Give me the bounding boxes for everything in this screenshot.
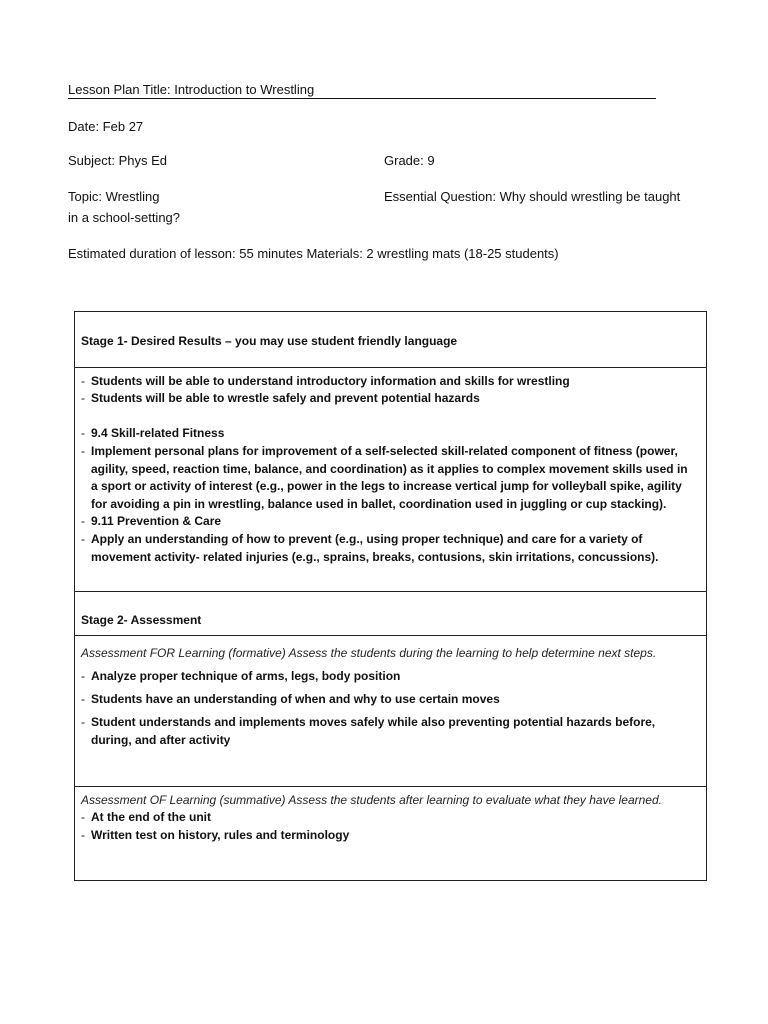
divider — [75, 635, 706, 636]
list-item: - Written test on history, rules and terminology — [81, 828, 350, 842]
list-item: - Students will be able to wrestle safely and prevent potential hazards — [81, 391, 480, 405]
lesson-subject: Subject: Phys Ed — [68, 153, 167, 168]
formative-intro: Assessment FOR Learning (formative) Assess the students during the learning to help determine next steps. — [81, 646, 657, 660]
lesson-date: Date: Feb 27 — [68, 119, 144, 134]
list-item: - 9.11 Prevention & Care — [81, 514, 222, 528]
lesson-topic: Topic: Wrestling — [68, 189, 160, 204]
summative-intro: Assessment OF Learning (summative) Assess the students after learning to evaluate what they have learned. — [81, 793, 662, 807]
essential-question: Essential Question: Why should wrestling be taught — [384, 189, 681, 204]
lesson-plan-table — [74, 311, 707, 881]
list-item: - Apply an understanding of how to prevent (e.g., using proper technique) and care for a variety of movement activity- related injuries (e.g., sprains, breaks, contusions, skin irritations, concussions). — [81, 532, 659, 564]
list-item: - Student understands and implements moves safely while also preventing potential hazards before, during, and after activity — [81, 715, 656, 747]
list-item: - Implement personal plans for improvement of a self-selected skill-related component of fitness (power, agility, speed, reaction time, balance, and coordination) as it applies to complex movement skills used in a sport or activity of interest (e.g., power in the legs to increase vertical jump for volleyball spike, agility for avoiding a pin in wrestling, balance used in ballet, coordination used in juggling or cup stacking). — [81, 444, 688, 511]
list-item: - 9.4 Skill-related Fitness — [81, 426, 225, 440]
list-item: - At the end of the unit — [81, 810, 211, 824]
essential-question-continued: in a school-setting? — [68, 210, 181, 225]
lesson-plan-title: Lesson Plan Title: Introduction to Wrestling — [68, 82, 656, 99]
divider — [75, 367, 706, 368]
lesson-grade: Grade: 9 — [384, 153, 435, 168]
divider — [75, 786, 706, 787]
divider — [75, 591, 706, 592]
stage1-heading: Stage 1- Desired Results – you may use student friendly language — [81, 334, 458, 348]
list-item: - Analyze proper technique of arms, legs, body position — [81, 669, 401, 683]
list-item: - Students have an understanding of when and why to use certain moves — [81, 692, 500, 706]
duration-materials: Estimated duration of lesson: 55 minutes Materials: 2 wrestling mats (18-25 students) — [68, 246, 559, 261]
list-item: - Students will be able to understand introductory information and skills for wrestling — [81, 374, 570, 388]
stage2-heading: Stage 2- Assessment — [81, 613, 202, 627]
